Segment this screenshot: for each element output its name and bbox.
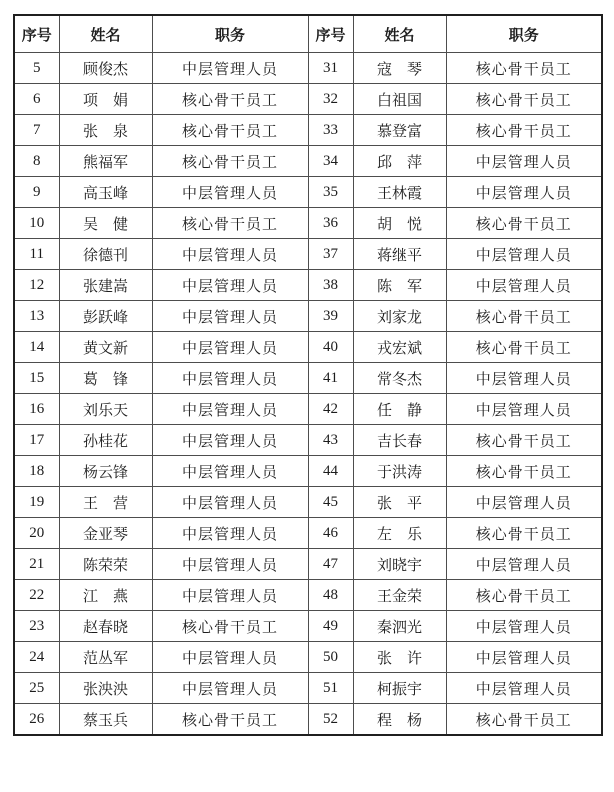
name-cell: 王金荣 (353, 580, 446, 611)
title-cell: 核心骨干员工 (446, 425, 602, 456)
title-cell: 核心骨干员工 (152, 704, 308, 736)
employee-roster-table (13, 14, 603, 736)
title-cell: 核心骨干员工 (446, 208, 602, 239)
title-cell: 中层管理人员 (152, 425, 308, 456)
column-header: 序号 (14, 15, 59, 53)
seq-cell: 42 (308, 394, 353, 425)
seq-cell: 38 (308, 270, 353, 301)
title-cell: 核心骨干员工 (446, 53, 602, 84)
seq-cell: 26 (14, 704, 59, 736)
seq-cell: 6 (14, 84, 59, 115)
name-cell: 柯振宇 (353, 673, 446, 704)
seq-cell: 41 (308, 363, 353, 394)
title-cell: 中层管理人员 (152, 456, 308, 487)
title-cell: 核心骨干员工 (446, 332, 602, 363)
seq-cell: 44 (308, 456, 353, 487)
table-row (14, 394, 602, 425)
name-cell: 陈荣荣 (59, 549, 152, 580)
table-row (14, 270, 602, 301)
title-cell: 核心骨干员工 (446, 704, 602, 736)
seq-cell: 52 (308, 704, 353, 736)
name-cell: 刘乐天 (59, 394, 152, 425)
title-cell: 中层管理人员 (152, 363, 308, 394)
seq-cell: 21 (14, 549, 59, 580)
name-cell: 常冬杰 (353, 363, 446, 394)
name-cell: 左 乐 (353, 518, 446, 549)
name-cell: 张 许 (353, 642, 446, 673)
table-row (14, 549, 602, 580)
table-row (14, 208, 602, 239)
title-cell: 核心骨干员工 (446, 84, 602, 115)
seq-cell: 8 (14, 146, 59, 177)
name-cell: 杨云锋 (59, 456, 152, 487)
seq-cell: 12 (14, 270, 59, 301)
name-cell: 程 杨 (353, 704, 446, 736)
title-cell: 中层管理人员 (446, 549, 602, 580)
name-cell: 白祖国 (353, 84, 446, 115)
title-cell: 中层管理人员 (152, 580, 308, 611)
title-cell: 核心骨干员工 (446, 456, 602, 487)
table-row (14, 580, 602, 611)
title-cell: 核心骨干员工 (152, 84, 308, 115)
name-cell: 张 泉 (59, 115, 152, 146)
table-row (14, 53, 602, 84)
title-cell: 中层管理人员 (446, 487, 602, 518)
seq-cell: 32 (308, 84, 353, 115)
table-row (14, 146, 602, 177)
name-cell: 蒋继平 (353, 239, 446, 270)
table-row (14, 611, 602, 642)
title-cell: 中层管理人员 (152, 332, 308, 363)
seq-cell: 20 (14, 518, 59, 549)
table-row (14, 301, 602, 332)
title-cell: 中层管理人员 (152, 487, 308, 518)
seq-cell: 46 (308, 518, 353, 549)
seq-cell: 24 (14, 642, 59, 673)
seq-cell: 13 (14, 301, 59, 332)
table-row (14, 239, 602, 270)
table-row (14, 115, 602, 146)
name-cell: 蔡玉兵 (59, 704, 152, 736)
seq-cell: 49 (308, 611, 353, 642)
title-cell: 中层管理人员 (152, 673, 308, 704)
column-header: 序号 (308, 15, 353, 53)
seq-cell: 48 (308, 580, 353, 611)
name-cell: 吉长春 (353, 425, 446, 456)
seq-cell: 50 (308, 642, 353, 673)
table-row (14, 363, 602, 394)
seq-cell: 39 (308, 301, 353, 332)
seq-cell: 10 (14, 208, 59, 239)
seq-cell: 47 (308, 549, 353, 580)
table-body (14, 53, 602, 736)
name-cell: 慕登富 (353, 115, 446, 146)
title-cell: 中层管理人员 (152, 270, 308, 301)
seq-cell: 16 (14, 394, 59, 425)
name-cell: 刘家龙 (353, 301, 446, 332)
seq-cell: 37 (308, 239, 353, 270)
table-row (14, 673, 602, 704)
name-cell: 于洪涛 (353, 456, 446, 487)
seq-cell: 36 (308, 208, 353, 239)
table-row (14, 704, 602, 736)
name-cell: 刘晓宇 (353, 549, 446, 580)
seq-cell: 18 (14, 456, 59, 487)
name-cell: 陈 军 (353, 270, 446, 301)
name-cell: 任 静 (353, 394, 446, 425)
title-cell: 中层管理人员 (152, 53, 308, 84)
name-cell: 胡 悦 (353, 208, 446, 239)
name-cell: 张泱泱 (59, 673, 152, 704)
name-cell: 孙桂花 (59, 425, 152, 456)
name-cell: 高玉峰 (59, 177, 152, 208)
title-cell: 中层管理人员 (152, 518, 308, 549)
seq-cell: 7 (14, 115, 59, 146)
seq-cell: 45 (308, 487, 353, 518)
title-cell: 中层管理人员 (152, 301, 308, 332)
title-cell: 中层管理人员 (446, 177, 602, 208)
title-cell: 中层管理人员 (152, 394, 308, 425)
name-cell: 秦泗光 (353, 611, 446, 642)
name-cell: 张建嵩 (59, 270, 152, 301)
name-cell: 戎宏斌 (353, 332, 446, 363)
name-cell: 赵春晓 (59, 611, 152, 642)
table-row (14, 642, 602, 673)
seq-cell: 9 (14, 177, 59, 208)
name-cell: 彭跃峰 (59, 301, 152, 332)
name-cell: 黄文新 (59, 332, 152, 363)
column-header: 姓名 (353, 15, 446, 53)
seq-cell: 33 (308, 115, 353, 146)
table-row (14, 518, 602, 549)
name-cell: 吴 健 (59, 208, 152, 239)
table-row (14, 487, 602, 518)
column-header: 姓名 (59, 15, 152, 53)
name-cell: 王林霞 (353, 177, 446, 208)
title-cell: 核心骨干员工 (446, 115, 602, 146)
seq-cell: 15 (14, 363, 59, 394)
name-cell: 王 营 (59, 487, 152, 518)
seq-cell: 5 (14, 53, 59, 84)
title-cell: 核心骨干员工 (446, 301, 602, 332)
seq-cell: 25 (14, 673, 59, 704)
table-row (14, 177, 602, 208)
title-cell: 中层管理人员 (152, 549, 308, 580)
seq-cell: 14 (14, 332, 59, 363)
column-header: 职务 (152, 15, 308, 53)
seq-cell: 35 (308, 177, 353, 208)
table-row (14, 332, 602, 363)
title-cell: 中层管理人员 (446, 146, 602, 177)
seq-cell: 23 (14, 611, 59, 642)
title-cell: 中层管理人员 (152, 239, 308, 270)
title-cell: 中层管理人员 (446, 363, 602, 394)
title-cell: 中层管理人员 (446, 642, 602, 673)
title-cell: 中层管理人员 (446, 270, 602, 301)
name-cell: 葛 锋 (59, 363, 152, 394)
title-cell: 中层管理人员 (446, 611, 602, 642)
name-cell: 邱 萍 (353, 146, 446, 177)
table-row (14, 84, 602, 115)
seq-cell: 51 (308, 673, 353, 704)
title-cell: 中层管理人员 (446, 673, 602, 704)
name-cell: 顾俊杰 (59, 53, 152, 84)
table-row (14, 456, 602, 487)
name-cell: 范丛军 (59, 642, 152, 673)
name-cell: 寇 琴 (353, 53, 446, 84)
seq-cell: 22 (14, 580, 59, 611)
seq-cell: 34 (308, 146, 353, 177)
seq-cell: 40 (308, 332, 353, 363)
seq-cell: 19 (14, 487, 59, 518)
title-cell: 核心骨干员工 (446, 580, 602, 611)
title-cell: 核心骨干员工 (152, 115, 308, 146)
title-cell: 中层管理人员 (152, 177, 308, 208)
title-cell: 中层管理人员 (152, 642, 308, 673)
title-cell: 核心骨干员工 (152, 611, 308, 642)
title-cell: 核心骨干员工 (446, 518, 602, 549)
title-cell: 中层管理人员 (446, 239, 602, 270)
name-cell: 熊福军 (59, 146, 152, 177)
title-cell: 核心骨干员工 (152, 146, 308, 177)
title-cell: 核心骨干员工 (152, 208, 308, 239)
name-cell: 项 娟 (59, 84, 152, 115)
seq-cell: 17 (14, 425, 59, 456)
name-cell: 徐德刊 (59, 239, 152, 270)
seq-cell: 43 (308, 425, 353, 456)
name-cell: 张 平 (353, 487, 446, 518)
header-row (14, 15, 602, 53)
seq-cell: 11 (14, 239, 59, 270)
name-cell: 金亚琴 (59, 518, 152, 549)
name-cell: 江 燕 (59, 580, 152, 611)
title-cell: 中层管理人员 (446, 394, 602, 425)
seq-cell: 31 (308, 53, 353, 84)
column-header: 职务 (446, 15, 602, 53)
table-row (14, 425, 602, 456)
